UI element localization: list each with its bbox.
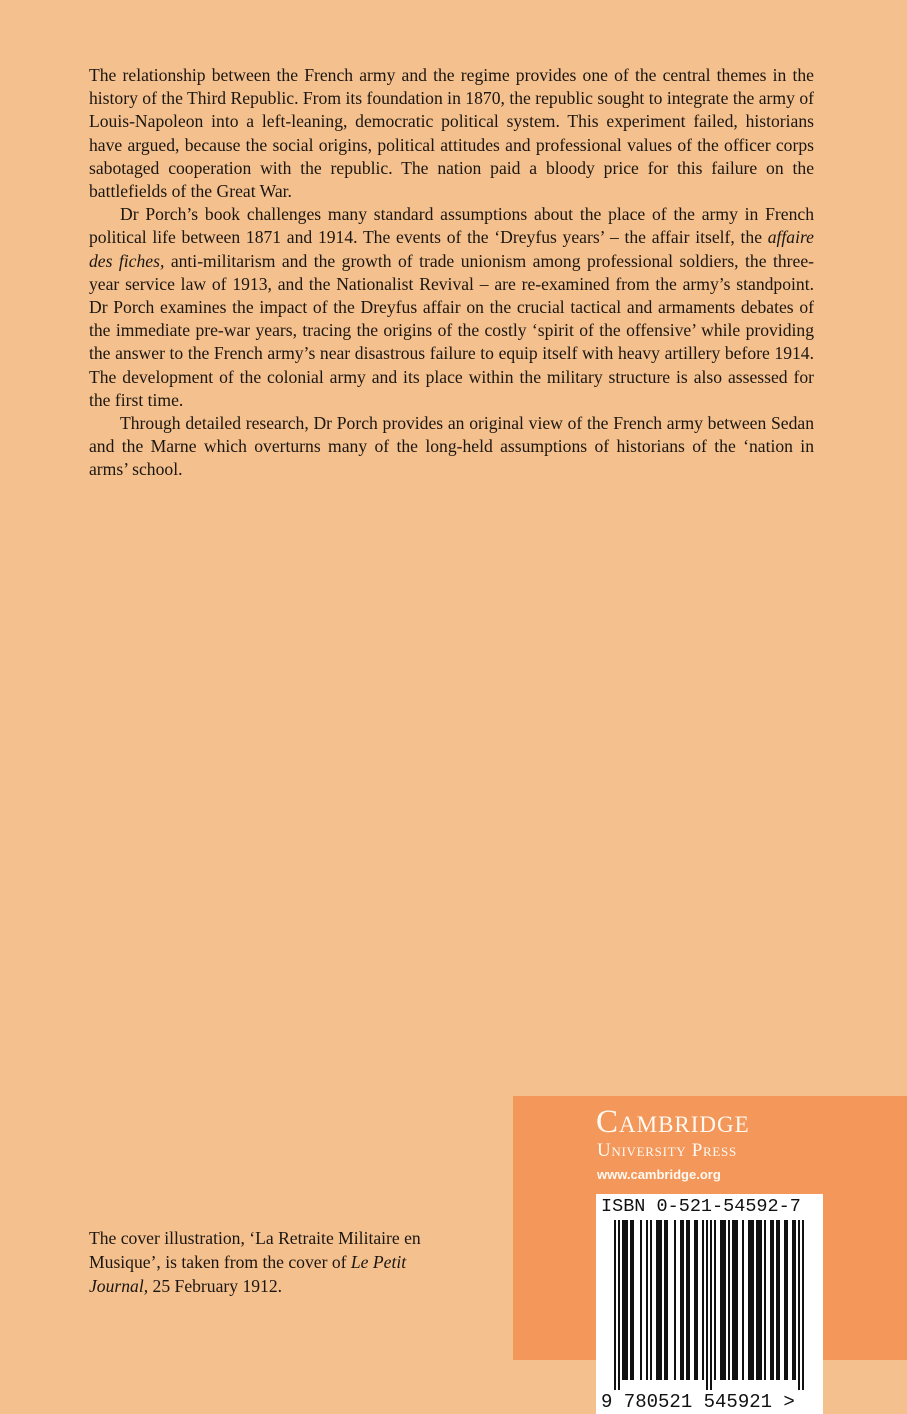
barcode-bar-26 — [784, 1220, 788, 1380]
barcode-bar-10 — [680, 1220, 684, 1380]
barcode-bar-14 — [706, 1220, 708, 1390]
barcode-bar-13 — [702, 1220, 704, 1380]
blurb-paragraph-2 — [89, 203, 814, 412]
barcode-bar-2 — [622, 1220, 628, 1380]
isbn-barcode-box — [596, 1194, 823, 1414]
barcode-bar-20 — [742, 1220, 744, 1380]
blurb-paragraph-3: Through detailed research, Dr Porch provides an original view of the French army between Sedan and the Marne which overturns many of the long-held assumptions of historians of the ‘nation in arms’ school. — [89, 413, 814, 480]
publisher-logo-press: University Press — [597, 1140, 737, 1161]
cover-note-text-a: The cover illustration, ‘La Retraite Militaire en Musique’, is taken from the cover of — [89, 1228, 421, 1273]
barcode-digits: 9 780521 545921 > — [601, 1391, 795, 1413]
barcode — [596, 1220, 823, 1390]
barcode-bar-25 — [776, 1220, 780, 1380]
barcode-bar-28 — [798, 1220, 800, 1390]
back-cover-blurb — [89, 64, 814, 482]
barcode-bar-6 — [650, 1220, 652, 1380]
cover-note-text-b: 25 February 1912. — [148, 1276, 283, 1297]
barcode-bar-3 — [630, 1220, 634, 1380]
blurb-paragraph-1: The relationship between the French army and the regime provides one of the central themes in the history of the Third Republic. From its foundation in 1870, the republic sought to integrate the army of Louis-Napoleon into a left-leaning, democratic political system. This experiment failed, historians have argued, because the social origins, political attitudes and professional values of the officer corps sabotaged cooperation with the republic. The nation paid a bloody price for this failure on the battlefields of the Great War. — [89, 65, 814, 202]
isbn-number: ISBN 0-521-54592-7 — [601, 1196, 801, 1217]
cover-note-italic: Le Petit Journal, — [89, 1252, 407, 1297]
blurb-paragraph-2-text-b: anti-militarism and the growth of trade unionism among professional soldiers, the three-year service law of 1913, and the Nationalist Revival – are re-examined from the army’s standpoint. Dr Porch examines the impact of the Dreyfus affair on the crucial tactical and armaments debates of the immediate pre-war years, tracing the origins of the costly ‘spirit of the offensive’ while providing the answer to the French army’s near disastrous failure to equip itself with heavy artillery before 1914. The development of the colonial army and its place within the military structure is also assessed for the first time. — [89, 250, 815, 410]
barcode-bar-11 — [686, 1220, 690, 1380]
barcode-bar-9 — [674, 1220, 676, 1380]
barcode-bar-8 — [664, 1220, 668, 1380]
barcode-bar-24 — [770, 1220, 774, 1380]
barcode-bar-27 — [792, 1220, 796, 1380]
publisher-panel — [513, 1096, 907, 1413]
blurb-paragraph-2-text-a: Dr Porch’s book challenges many standard assumptions about the place of the army in French political life between 1871 and 1914. The events of the ‘Dreyfus years’ – the affair itself, the — [89, 204, 814, 248]
barcode-bar-12 — [694, 1220, 698, 1380]
barcode-bar-4 — [640, 1220, 642, 1380]
publisher-url: www.cambridge.org — [597, 1167, 721, 1182]
barcode-bar-0 — [614, 1220, 616, 1390]
barcode-bar-1 — [618, 1220, 620, 1390]
barcode-bar-23 — [764, 1220, 766, 1380]
barcode-bar-21 — [748, 1220, 754, 1380]
barcode-bar-29 — [802, 1220, 804, 1390]
barcode-bar-18 — [728, 1220, 730, 1380]
barcode-bar-17 — [720, 1220, 726, 1380]
blurb-paragraph-2-italic: affaire des fiches, — [89, 227, 814, 271]
barcode-bar-19 — [732, 1220, 738, 1380]
barcode-bar-15 — [710, 1220, 712, 1390]
publisher-logo-name: Cambridge — [596, 1104, 750, 1140]
cover-illustration-note — [89, 1226, 469, 1299]
barcode-bar-16 — [714, 1220, 716, 1380]
barcode-bar-5 — [646, 1220, 648, 1380]
barcode-bar-22 — [756, 1220, 762, 1380]
barcode-bar-7 — [656, 1220, 662, 1380]
